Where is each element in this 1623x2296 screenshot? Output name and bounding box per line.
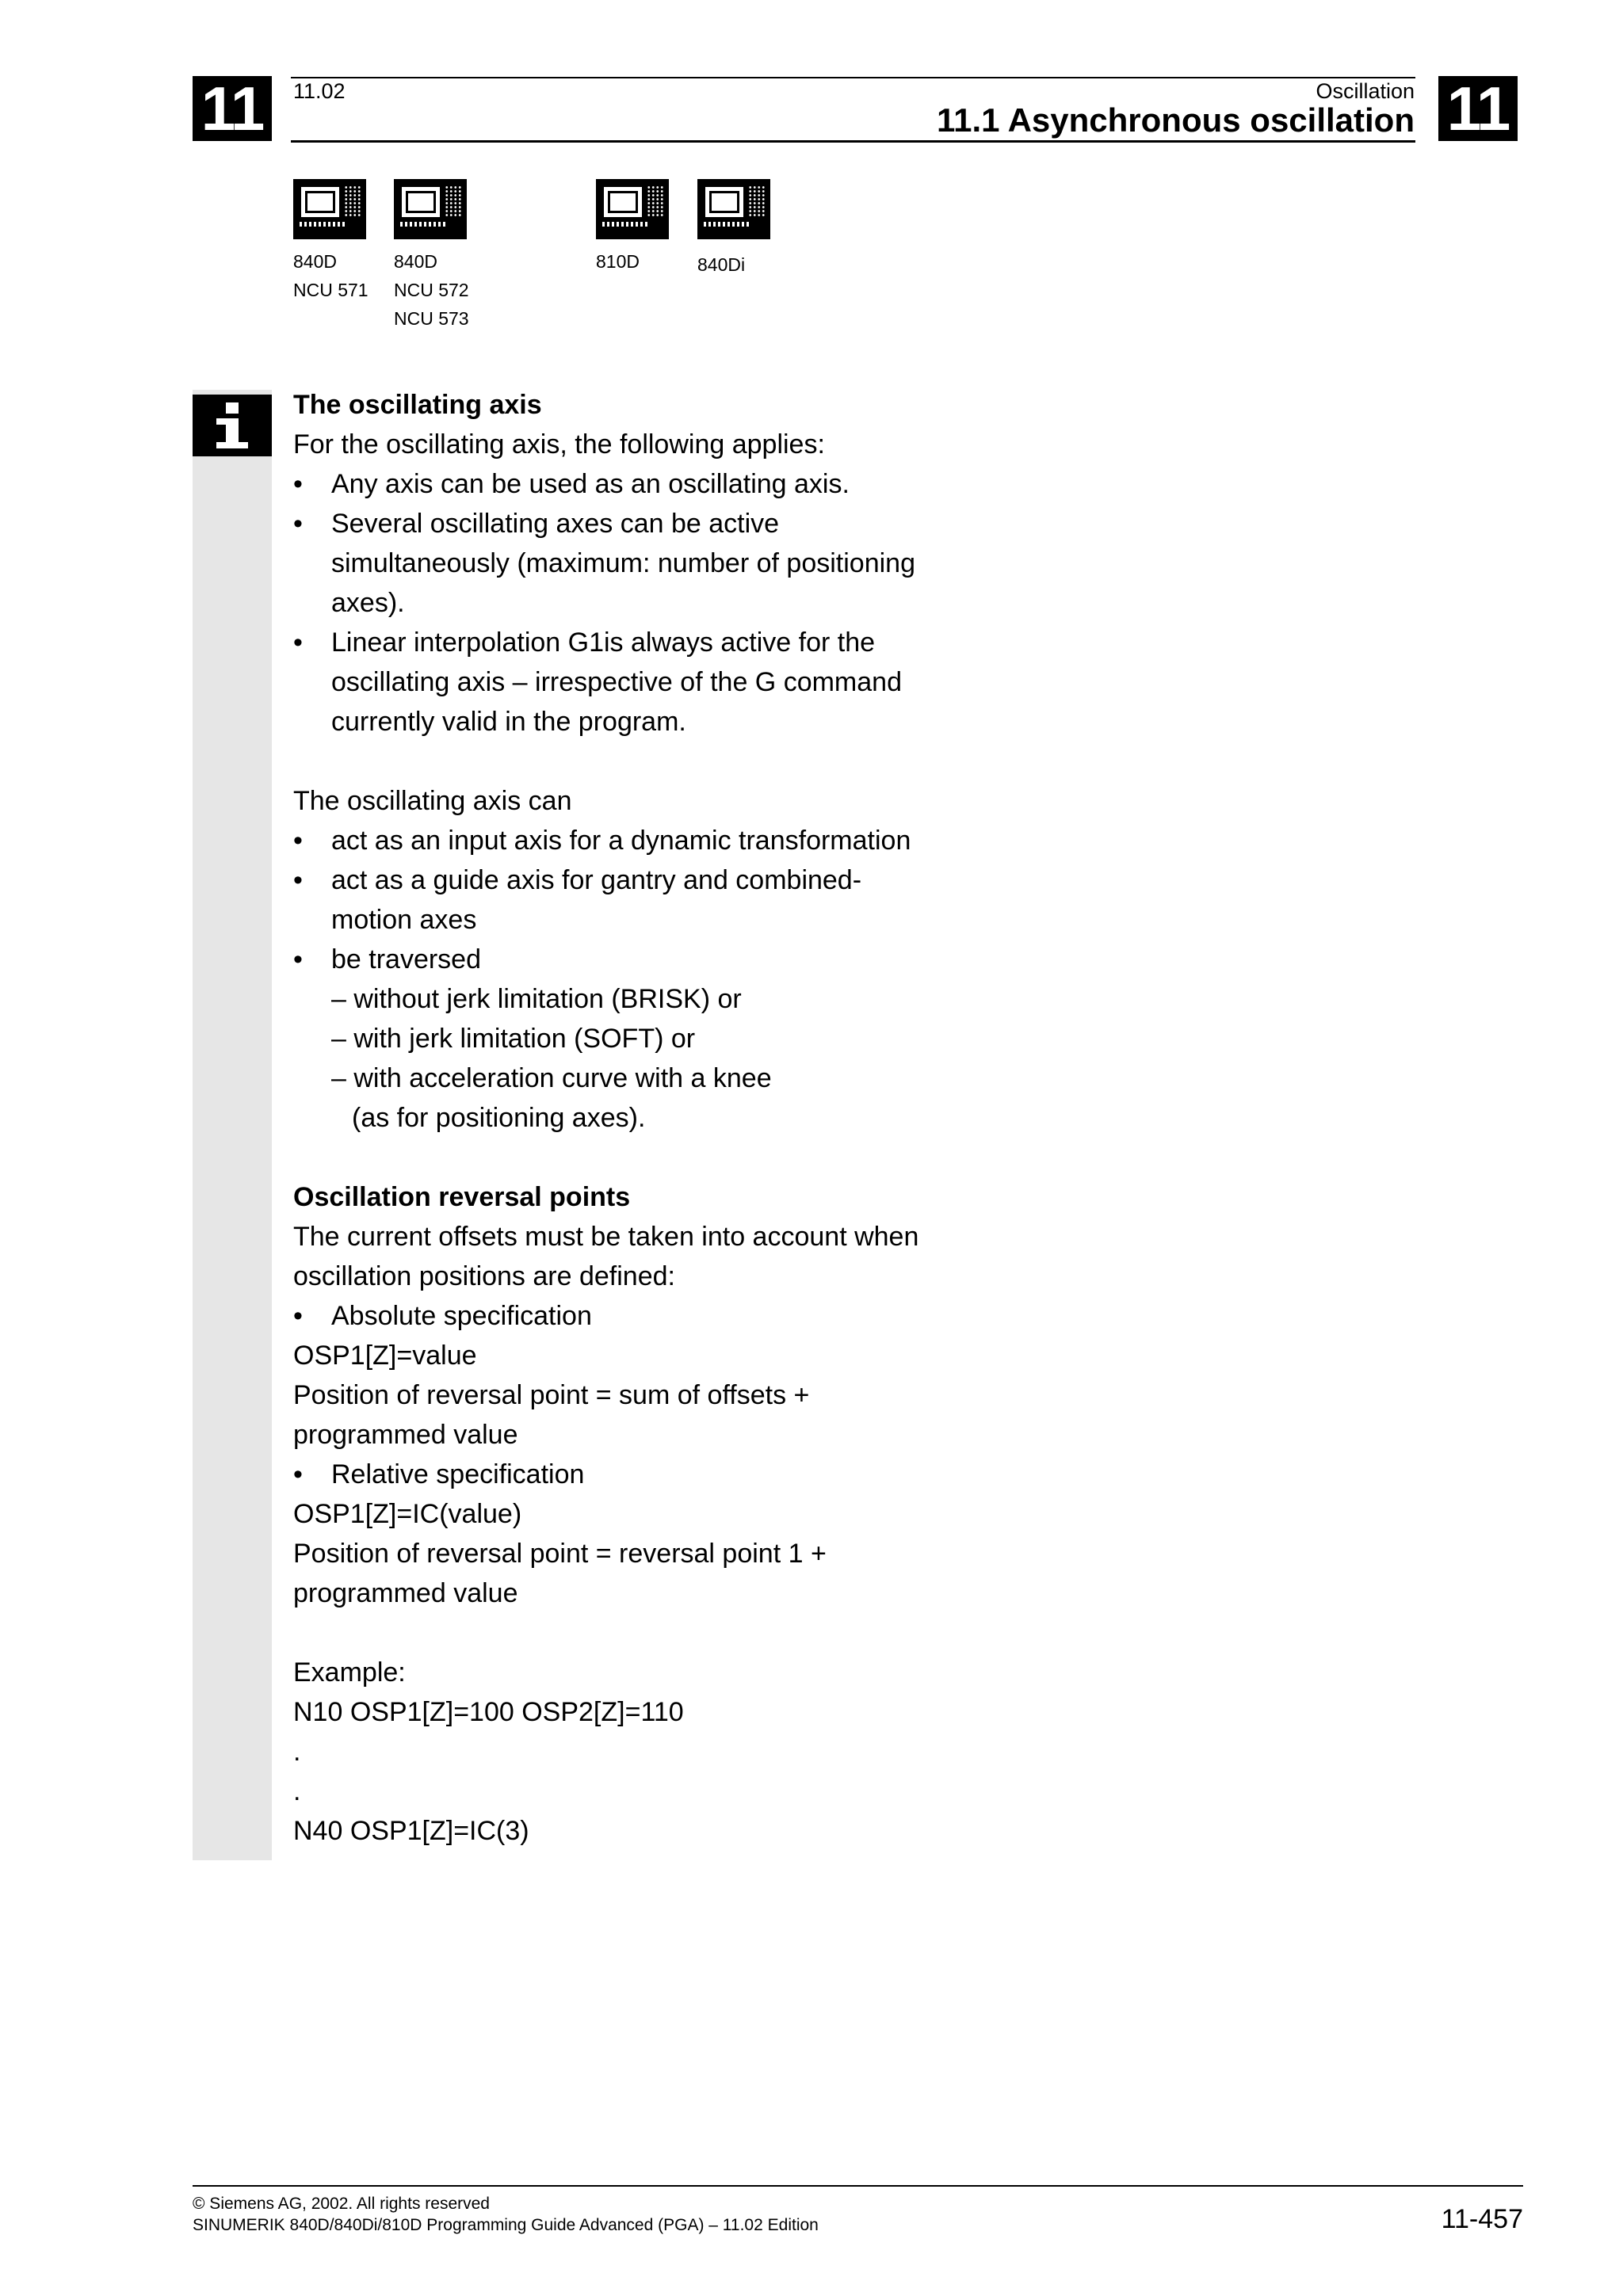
example-label: Example: xyxy=(293,1657,406,1688)
header-date: 11.02 xyxy=(293,79,346,103)
control-variant-810d xyxy=(596,179,669,276)
control-variant-840d-ncu572-573 xyxy=(394,179,469,333)
control-label: NCU 572 xyxy=(394,280,469,300)
heading-oscillating-axis: The oscillating axis xyxy=(293,390,542,420)
bullet-item: • Several oscillating axes can be active simultaneously (maximum: number of positioning axes). xyxy=(293,504,943,623)
paragraph: programmed value xyxy=(293,1420,518,1450)
paragraph: programmed value xyxy=(293,1578,518,1608)
bullet-item: • Linear interpolation G1is always active for the oscillating axis – irrespective of the G command currently valid in the program. xyxy=(293,623,943,742)
bullet-item: • Any axis can be used as an oscillating axis. xyxy=(293,464,943,504)
cnc-control-icon xyxy=(293,179,366,239)
heading-reversal-points: Oscillation reversal points xyxy=(293,1182,631,1212)
paragraph: The oscillating axis can xyxy=(293,786,572,816)
code-line: . xyxy=(293,1737,301,1767)
margin-bar xyxy=(193,390,272,1860)
control-label: NCU 573 xyxy=(394,308,469,329)
page-number: 11-457 xyxy=(1441,2204,1523,2234)
code-line: N40 OSP1[Z]=IC(3) xyxy=(293,1816,529,1846)
paragraph: The current offsets must be taken into account when xyxy=(293,1222,919,1252)
control-label: 840Di xyxy=(697,254,746,275)
control-label: 840D xyxy=(394,251,437,272)
header-chapter-title: Oscillation xyxy=(1316,79,1415,103)
traverse-note: (as for positioning axes). xyxy=(352,1103,646,1133)
bullet-item: • act as a guide axis for gantry and combined- motion axes xyxy=(293,860,943,940)
cnc-control-icon xyxy=(596,179,669,239)
bullet-item: • Absolute specification xyxy=(293,1296,943,1336)
bullet-item: • Relative specification xyxy=(293,1455,943,1494)
code-line: OSP1[Z]=value xyxy=(293,1341,477,1371)
paragraph: Position of reversal point = sum of offsets + xyxy=(293,1380,810,1410)
control-label: 840D xyxy=(293,251,337,272)
footer-copyright: © Siemens AG, 2002. All rights reserved xyxy=(193,2195,490,2213)
control-variant-840di xyxy=(697,179,770,279)
cnc-control-icon xyxy=(697,179,770,239)
main-content xyxy=(293,385,943,1851)
control-label: NCU 571 xyxy=(293,280,369,300)
traverse-option: – with acceleration curve with a knee xyxy=(331,1063,772,1093)
info-icon xyxy=(193,395,272,456)
chapter-number-badge-left: 11 xyxy=(193,76,272,141)
paragraph: For the oscillating axis, the following applies: xyxy=(293,429,825,460)
paragraph: Position of reversal point = reversal point 1 + xyxy=(293,1539,827,1569)
cnc-control-icon xyxy=(394,179,467,239)
header-section-title: 11.1 Asynchronous oscillation xyxy=(937,101,1415,139)
bullet-item: • be traversed xyxy=(293,940,943,979)
traverse-option: – with jerk limitation (SOFT) or xyxy=(331,1024,696,1054)
footer-rule xyxy=(193,2185,1523,2187)
paragraph: oscillation positions are defined: xyxy=(293,1261,675,1291)
chapter-number-badge-right: 11 xyxy=(1438,76,1518,141)
code-line: OSP1[Z]=IC(value) xyxy=(293,1499,522,1529)
header-rule-bottom xyxy=(291,140,1415,143)
footer-document-title: SINUMERIK 840D/840Di/810D Programming Guide Advanced (PGA) – 11.02 Edition xyxy=(193,2216,819,2234)
bullet-item: • act as an input axis for a dynamic transformation xyxy=(293,821,943,860)
control-variant-840d-ncu571 xyxy=(293,179,369,304)
control-label: 810D xyxy=(596,251,640,272)
header-rule-top xyxy=(291,77,1415,78)
code-line: . xyxy=(293,1776,301,1806)
code-line: N10 OSP1[Z]=100 OSP2[Z]=110 xyxy=(293,1697,684,1727)
traverse-option: – without jerk limitation (BRISK) or xyxy=(331,984,742,1014)
